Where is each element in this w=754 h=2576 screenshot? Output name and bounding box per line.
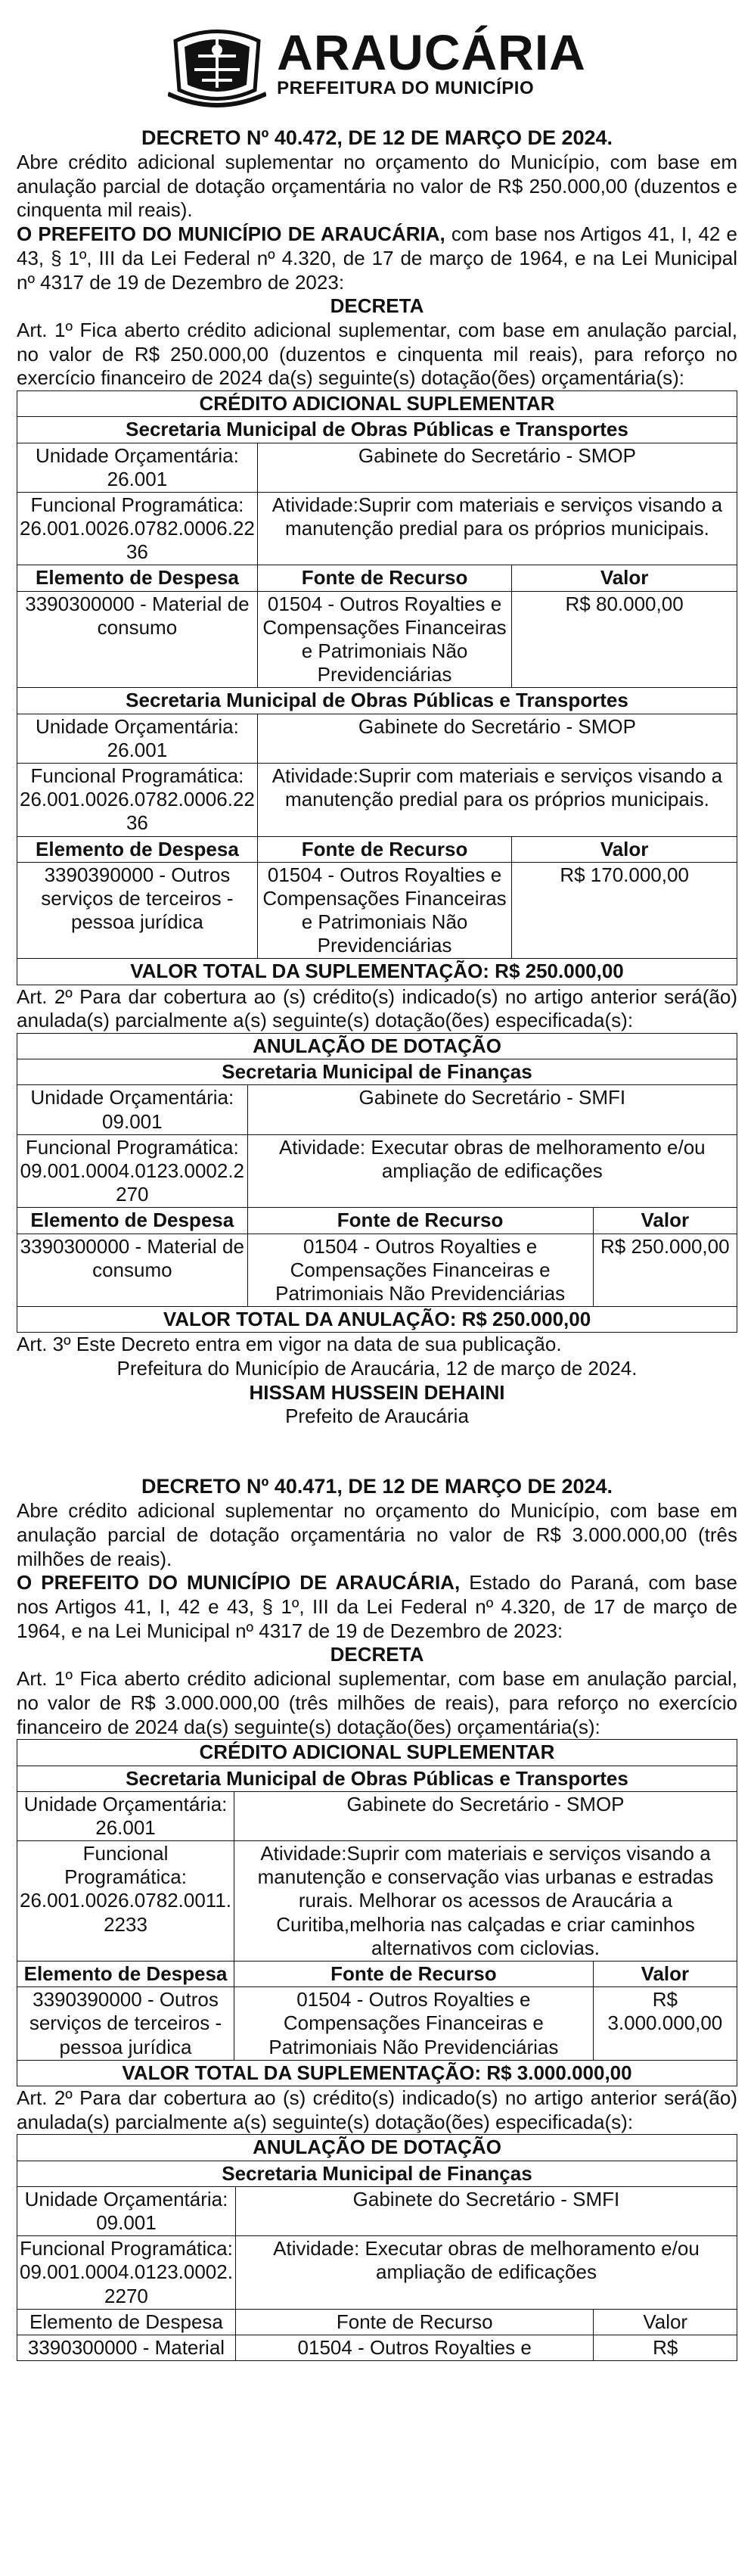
annul-total: VALOR TOTAL DA ANULAÇÃO: R$ 250.000,00 [17, 1307, 737, 1333]
valor: R$ 170.000,00 [512, 862, 737, 959]
annul-heading: ANULAÇÃO DE DOTAÇÃO [17, 2135, 737, 2161]
credit-total: VALOR TOTAL DA SUPLEMENTAÇÃO: R$ 250.000,00 [17, 959, 737, 985]
unidade-label: Unidade Orçamentária: 09.001 [17, 1085, 248, 1134]
fonte: 01504 - Outros Royalties e Compensações Financeiras e Patrimoniais Não Previdenciárias [257, 862, 511, 959]
valor: R$ 80.000,00 [512, 591, 737, 688]
decreto2-decreta: DECRETA [330, 1643, 424, 1666]
decreto2-preamble-bold: O PREFEITO DO MUNICÍPIO DE ARAUCÁRIA, [17, 1571, 461, 1594]
unidade-value: Gabinete do Secretário - SMFI [235, 2186, 737, 2235]
decreto1-title: DECRETO Nº 40.472, DE 12 DE MARÇO DE 2024. [141, 126, 613, 149]
valor: R$ [594, 2335, 737, 2360]
secretaria: Secretaria Municipal de Finanças [17, 1059, 737, 1085]
valor: R$ 3.000.000,00 [593, 1987, 737, 2061]
decreto1-signer: HISSAM HUSSEIN DEHAINI [249, 1380, 505, 1404]
decreto2-art2: Art. 2º Para dar cobertura ao (s) crédito(s) indicado(s) no artigo anterior será(ão) anulada(s) parcialmente a(s) seguinte(s) dotação(ões) especificada(s): [17, 2086, 737, 2133]
unidade-label: Unidade Orçamentária: 26.001 [17, 1791, 234, 1840]
unidade-label: Unidade Orçamentária: 26.001 [17, 714, 258, 763]
col-fonte: Fonte de Recurso [235, 2309, 594, 2335]
credit-heading: CRÉDITO ADICIONAL SUPLEMENTAR [17, 1740, 737, 1766]
funcional-label: Funcional Programática: 09.001.0004.0123.0002. 2270 [17, 2236, 236, 2310]
fonte: 01504 - Outros Royalties e Compensações Financeiras e Patrimoniais Não Previdenciárias [247, 1234, 593, 1307]
unidade-value: Gabinete do Secretário - SMOP [257, 714, 737, 763]
unidade-label: Unidade Orçamentária: 09.001 [17, 2186, 236, 2235]
col-elemento: Elemento de Despesa [17, 565, 258, 591]
funcional-value: Atividade: Executar obras de melhoramento e/ou ampliação de edificações [235, 2236, 737, 2310]
col-elemento: Elemento de Despesa [17, 1962, 234, 1987]
decreto1-place-date: Prefeitura do Município de Araucária, 12 de março de 2024. [116, 1357, 638, 1380]
decreto2-annul-table [17, 2134, 737, 2361]
elemento: 3390390000 - Outros serviços de terceiros - pessoa jurídica [17, 862, 258, 959]
decreto2-art1: Art. 1º Fica aberto crédito adicional suplementar, com base em anulação parcial, no valor de R$ 3.000.000,00 (três milhões de reais), para reforço no exercício financeiro de 2024 da(s) seguinte(s) dotação(ões) orçamentária(s): [17, 1667, 737, 1738]
unidade-value: Gabinete do Secretário - SMOP [257, 443, 737, 492]
decreto2-ementa: Abre crédito adicional suplementar no orçamento do Município, com base em anulação parcial de dotação orçamentária no valor de R$ 3.000.000,00 (três milhões de reais). [17, 1499, 737, 1570]
decreto2-preamble [17, 1571, 737, 1643]
col-valor: Valor [593, 1962, 737, 1987]
elemento: 3390300000 - Material de consumo [17, 1234, 248, 1307]
decreto1-preamble [17, 222, 737, 294]
decreto1-annul-table [17, 1033, 737, 1333]
credit-heading: CRÉDITO ADICIONAL SUPLEMENTAR [17, 391, 737, 417]
decreto1-art1: Art. 1º Fica aberto crédito adicional suplementar, com base em anulação parcial, no valor de R$ 250.000,00 (duzentos e cinquenta mil reais), para reforço no exercício financeiro de 2024 da(s) seguinte(s) dotação(ões) orçamentária(s): [17, 318, 737, 390]
header [17, 3, 737, 124]
col-valor: Valor [593, 1208, 737, 1234]
col-fonte: Fonte de Recurso [257, 565, 511, 591]
funcional-label: Funcional Programática: 26.001.0026.0782.0006.22 36 [17, 492, 258, 565]
elemento: 3390390000 - Outros serviços de terceiros - pessoa jurídica [17, 1987, 234, 2061]
decreto1-signer-role: Prefeito de Araucária [285, 1405, 469, 1428]
annul-heading: ANULAÇÃO DE DOTAÇÃO [17, 1034, 737, 1059]
secretaria: Secretaria Municipal de Finanças [17, 2161, 737, 2186]
funcional-label: Funcional Programática: 26.001.0026.0782.0011. 2233 [17, 1841, 234, 1962]
decreto2-credit-table [17, 1739, 737, 2086]
col-elemento: Elemento de Despesa [17, 1208, 248, 1234]
fonte: 01504 - Outros Royalties e [235, 2335, 594, 2360]
col-fonte: Fonte de Recurso [257, 836, 511, 862]
funcional-value: Atividade:Suprir com materiais e serviços visando a manutenção predial para os próprios municipais. [257, 492, 737, 565]
fonte: 01504 - Outros Royalties e Compensações Financeiras e Patrimoniais Não Previdenciárias [234, 1987, 594, 2061]
col-elemento: Elemento de Despesa [17, 836, 258, 862]
funcional-value: Atividade: Executar obras de melhoramento e/ou ampliação de edificações [247, 1134, 737, 1208]
elemento: 3390300000 - Material de consumo [17, 591, 258, 688]
decreto2-preamble-rest: Estado do Paraná, com base nos Artigos 41, I, 42 e 43, § 1º, III da Lei Federal nº 4.320, de 17 de março de 1964, e na Lei Municipal nº 4317 de 19 de Dezembro de 2023: [17, 1571, 737, 1642]
funcional-label: Funcional Programática: 09.001.0004.0123.0002.2 270 [17, 1134, 248, 1208]
elemento: 3390300000 - Material [17, 2335, 236, 2360]
decreto1-art3: Art. 3º Este Decreto entra em vigor na data de sua publicação. [17, 1333, 562, 1356]
decreto1-credit-table [17, 390, 737, 985]
unidade-label: Unidade Orçamentária: 26.001 [17, 443, 258, 492]
col-valor: Valor [512, 565, 737, 591]
secretaria: Secretaria Municipal de Obras Públicas e Transportes [17, 1766, 737, 1791]
decreto1-decreta: DECRETA [330, 294, 424, 318]
decreto1-preamble-rest: com base nos Artigos 41, I, 42 e 43, § 1º, III da Lei Federal nº 4.320, de 17 de março de 1964, e na Lei Municipal nº 4317 de 19 de Dezembro de 2023: [17, 222, 738, 294]
funcional-label: Funcional Programática: 26.001.0026.0782.0006.22 36 [17, 763, 258, 836]
decreto1-ementa: Abre crédito adicional suplementar no orçamento do Município, com base em anulação parcial de dotação orçamentária no valor de R$ 250.000,00 (duzentos e cinquenta mil reais). [17, 150, 737, 222]
col-elemento: Elemento de Despesa [17, 2309, 236, 2335]
funcional-value: Atividade:Suprir com materiais e serviços visando a manutenção predial para os próprios municipais. [257, 763, 737, 836]
unidade-value: Gabinete do Secretário - SMOP [234, 1791, 737, 1840]
decreto1-preamble-bold: O PREFEITO DO MUNICÍPIO DE ARAUCÁRIA, [17, 222, 445, 246]
araucaria-crest-icon [168, 18, 266, 109]
secretaria: Secretaria Municipal de Obras Públicas e Transportes [17, 417, 737, 443]
col-valor: Valor [512, 836, 737, 862]
unidade-value: Gabinete do Secretário - SMFI [247, 1085, 737, 1134]
decreto2-title: DECRETO Nº 40.471, DE 12 DE MARÇO DE 2024. [141, 1475, 613, 1498]
secretaria: Secretaria Municipal de Obras Públicas e Transportes [17, 688, 737, 714]
credit-total: VALOR TOTAL DA SUPLEMENTAÇÃO: R$ 3.000.000,00 [17, 2060, 737, 2086]
valor: R$ 250.000,00 [593, 1234, 737, 1307]
decreto1-art2: Art. 2º Para dar cobertura ao (s) crédito(s) indicado(s) no artigo anterior será(ão) anulada(s) parcialmente a(s) seguinte(s) dotação(ões) especificada(s): [17, 985, 737, 1032]
fonte: 01504 - Outros Royalties e Compensações Financeiras e Patrimoniais Não Previdenciárias [257, 591, 511, 688]
col-valor: Valor [594, 2309, 737, 2335]
col-fonte: Fonte de Recurso [234, 1962, 594, 1987]
logo-subtitle: PREFEITURA DO MUNICÍPIO [277, 78, 535, 99]
col-fonte: Fonte de Recurso [247, 1208, 593, 1234]
funcional-value: Atividade:Suprir com materiais e serviços visando a manutenção e conservação vias urbanas e estradas rurais. Melhorar os acessos de Araucária a Curitiba,melhoria nas calçadas e criar caminhos alternativos com ciclovias. [234, 1841, 737, 1962]
logo-name: ARAUCÁRIA [277, 24, 586, 81]
